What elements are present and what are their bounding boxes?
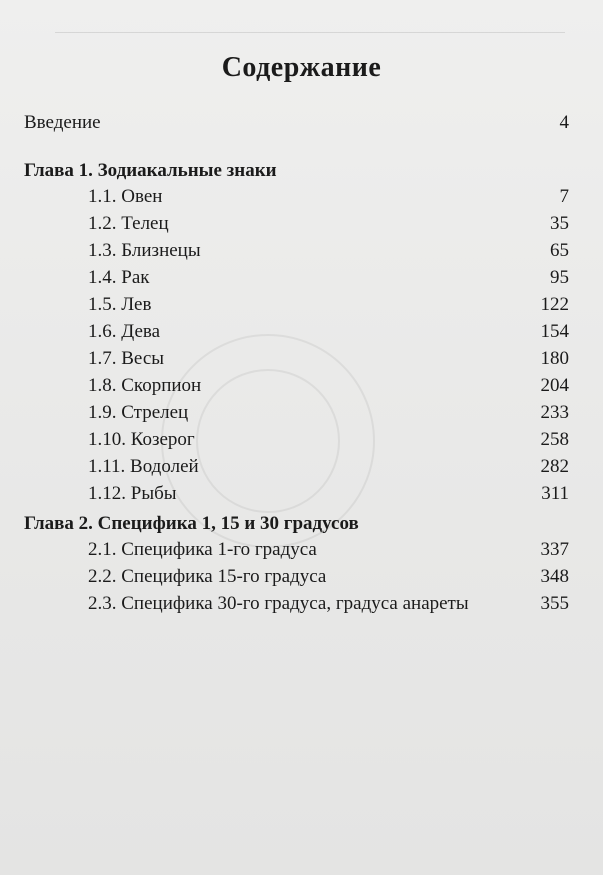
toc-item [88, 566, 569, 594]
toc-item-page: 180 [540, 348, 569, 369]
toc-item-page: 65 [550, 240, 569, 261]
toc-item-label: 2.3. Специфика 30-го градуса, градуса анареты [88, 593, 469, 614]
toc-item-page: 35 [550, 213, 569, 234]
toc-item-page: 311 [541, 483, 569, 504]
toc-item-label: 1.3. Близнецы [88, 240, 201, 261]
toc-item-label: 1.4. Рак [88, 267, 150, 288]
toc-item-page: 337 [540, 539, 569, 560]
toc-item [88, 240, 569, 268]
toc-item [88, 294, 569, 322]
toc-item-label: 1.8. Скорпион [88, 375, 202, 396]
contents-title: Содержание [221, 52, 382, 83]
toc-item-label: 1.2. Телец [88, 213, 169, 234]
toc-item-label: 2.1. Специфика 1-го градуса [88, 539, 317, 560]
toc-item-page: 95 [550, 267, 569, 288]
toc-item-label: 1.6. Дева [88, 321, 161, 342]
toc-item [88, 483, 569, 511]
toc-item [88, 267, 569, 295]
toc-item [88, 539, 569, 567]
toc-chapter-title: Глава 2. Специфика 1, 15 и 30 градусов [24, 513, 359, 534]
toc-item [88, 456, 569, 484]
toc-item-page: 258 [540, 429, 569, 450]
toc-item-label: 1.5. Лев [88, 294, 152, 315]
toc-item-label: 2.2. Специфика 15-го градуса [88, 566, 327, 587]
toc-item-page: 282 [540, 456, 569, 477]
toc-chapter-title: Глава 1. Зодиакальные знаки [24, 160, 277, 181]
toc-chapter-2-heading [24, 513, 569, 541]
toc-intro-label: Введение [24, 112, 101, 133]
toc-intro-page: 4 [559, 112, 569, 133]
toc-item-label: 1.7. Весы [88, 348, 165, 369]
toc-item [88, 213, 569, 241]
toc-item-page: 154 [540, 321, 569, 342]
toc-item-page: 204 [540, 375, 569, 396]
toc-item-page: 348 [540, 566, 569, 587]
toc-item-label: 1.12. Рыбы [88, 483, 177, 504]
toc-item-page: 233 [540, 402, 569, 423]
toc-item-label: 1.9. Стрелец [88, 402, 189, 423]
toc-item-page: 122 [540, 294, 569, 315]
toc-item-page: 355 [540, 593, 569, 614]
toc-item [88, 375, 569, 403]
toc-item [88, 402, 569, 430]
toc-chapter-1-heading [24, 160, 569, 188]
toc-item [88, 321, 569, 349]
toc-item-label: 1.10. Козерог [88, 429, 195, 450]
toc-item-label: 1.1. Овен [88, 186, 163, 207]
toc-item-label: 1.11. Водолей [88, 456, 199, 477]
toc-item [88, 186, 569, 214]
toc-item [88, 429, 569, 457]
toc-item-page: 7 [559, 186, 569, 207]
toc-item [88, 348, 569, 376]
toc-item [88, 593, 569, 621]
toc-intro-row [24, 112, 569, 140]
